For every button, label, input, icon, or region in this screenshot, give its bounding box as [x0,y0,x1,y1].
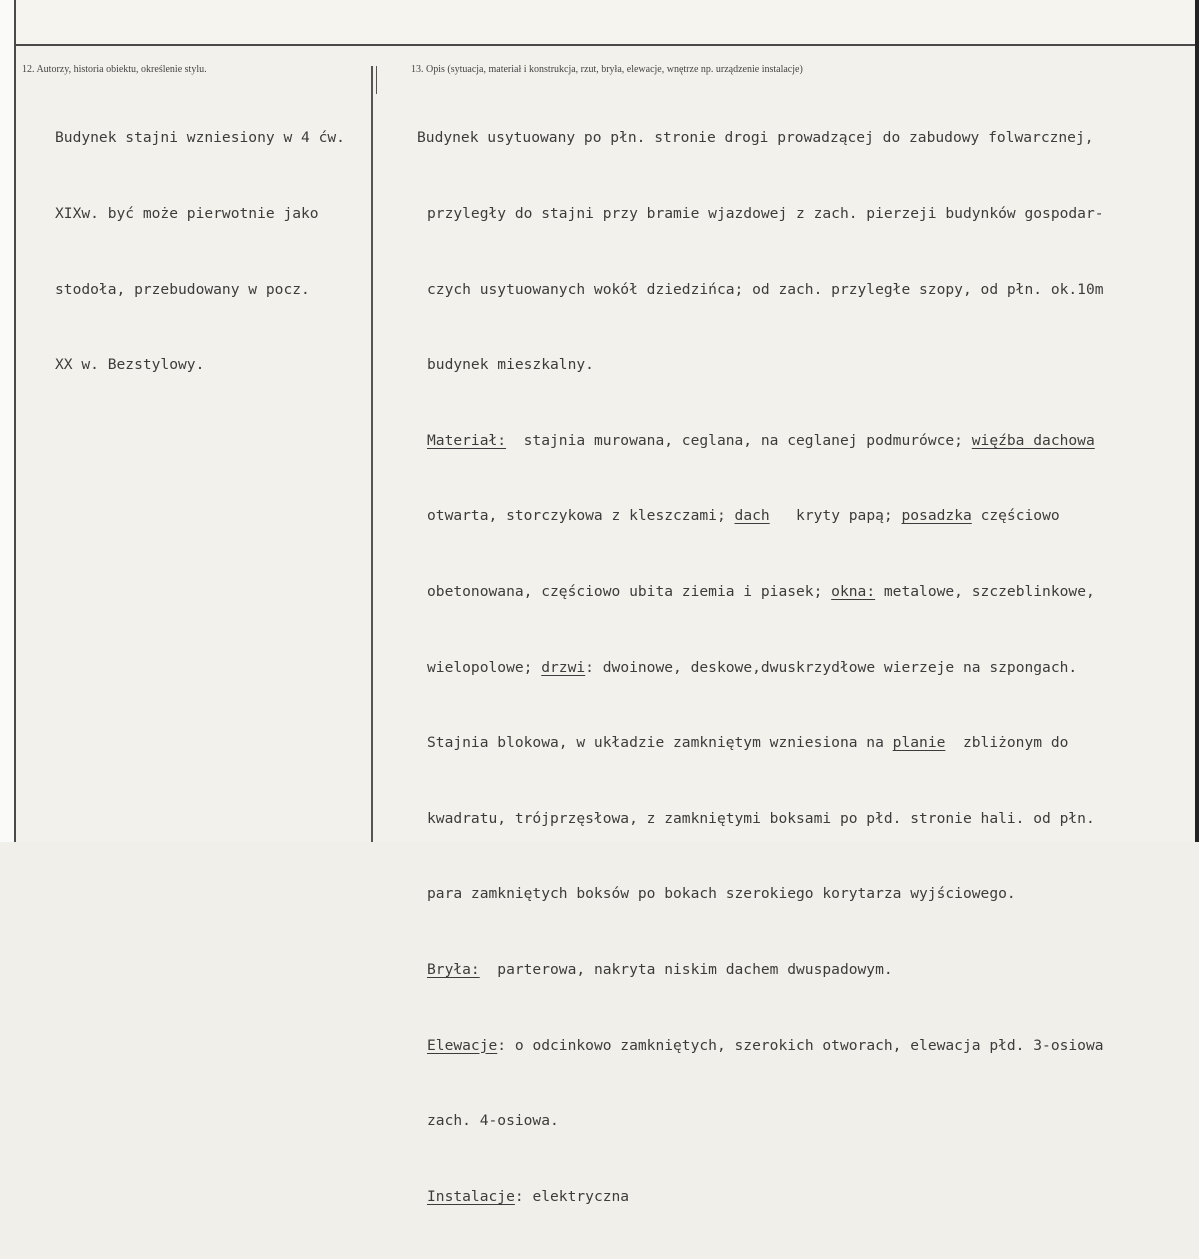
text-segment: częściowo [971,507,1060,525]
posadzka-heading: posadzka [901,507,972,525]
field-13-line-instalacje [417,1184,1104,1209]
wiezba-heading: więźba dachowa [971,431,1095,449]
planie-heading: planie [892,734,946,752]
field-13-line [417,503,1104,528]
field-12-line: stodoła, przebudowany w pocz. [55,280,310,298]
instalacje-text: : elektryczna [514,1187,630,1205]
okna-heading: okna: [831,582,876,600]
text-segment: Stajnia blokowa, w układzie zamkniętym wzniesiona na [427,734,893,752]
field-13-line: zach. 4-osiowa. [427,1112,559,1130]
field-13-line-elewacje [417,1033,1104,1058]
field-12-line: XIXw. być może pierwotnie jako [55,205,319,222]
sheet-left-edge [0,0,16,842]
elewacje-text: : o odcinkowo zamkniętych, szerokich otworach, elewacja płd. 3-osiowa [497,1036,1104,1054]
column-divider [371,66,373,842]
field-13-line: budynek mieszkalny. [427,356,594,374]
field-12-label: 12. Autorzy, historia obiektu, określenie stylu. [22,64,207,75]
field-13-line: czych usytuowanych wokół dziedzińca; od zach. przyległe szopy, od płn. ok.10m [427,280,1104,298]
field-13-line: Budynek usytuowany po płn. stronie drogi prowadzącej do zabudowy folwarcznej, [417,129,1094,147]
field-13-line: para zamkniętych boksów po bokach szerokiego korytarza wyjściowego. [427,885,1016,903]
field-13-line [417,655,1104,680]
field-13-line: przyległy do stajni przy bramie wjazdowej z zach. pierzeji budynków gospodar- [427,205,1104,222]
text-segment: otwarta, storczykowa z kleszczami; [427,507,735,525]
material-heading: Materiał: [427,431,507,449]
bryla-heading: Bryła: [427,960,480,978]
elewacje-heading: Elewacje [427,1036,498,1054]
field-12-text [55,75,345,428]
text-segment: obetonowana, częściowo ubita ziemia i piasek; [427,582,832,600]
text-segment: metalowe, szczeblinkowe, [875,582,1095,600]
field-13-line-material [417,428,1104,453]
bryla-text: parterowa, nakryta niskim dachem dwuspadowym. [479,960,893,978]
sheet-top-edge [0,0,1199,46]
sheet-right-edge [1195,0,1199,842]
text-segment: wielopolowe; [427,658,542,676]
field-13-line [417,730,1104,755]
field-13-text [417,75,1104,1259]
material-text: stajnia murowana, ceglana, na ceglanej podmurówce; [506,431,972,449]
text-segment: kryty papą; [769,507,902,525]
field-13-label: 13. Opis (sytuacja, materiał i konstrukcja, rzut, bryła, elewacje, wnętrze np. urządzenie instalacje) [411,64,803,75]
text-segment: : dwoinowe, deskowe,dwuskrzydłowe wierzeje na szpongach. [585,658,1078,676]
field-13-line: kwadratu, trójprzęsłowa, z zamkniętymi boksami po płd. stronie hali. od płn. [427,809,1095,827]
column-divider-secondary [376,66,377,94]
field-12-line: Budynek stajni wzniesiony w 4 ćw. [55,129,345,147]
instalacje-heading: Instalacje [427,1187,515,1205]
field-13-line-bryla [417,957,1104,982]
field-12-line: XX w. Bezstylowy. [55,356,205,374]
dach-heading: dach [734,507,770,525]
text-segment: zbliżonym do [945,734,1069,752]
drzwi-heading: drzwi [541,658,586,676]
field-13-line [417,579,1104,604]
